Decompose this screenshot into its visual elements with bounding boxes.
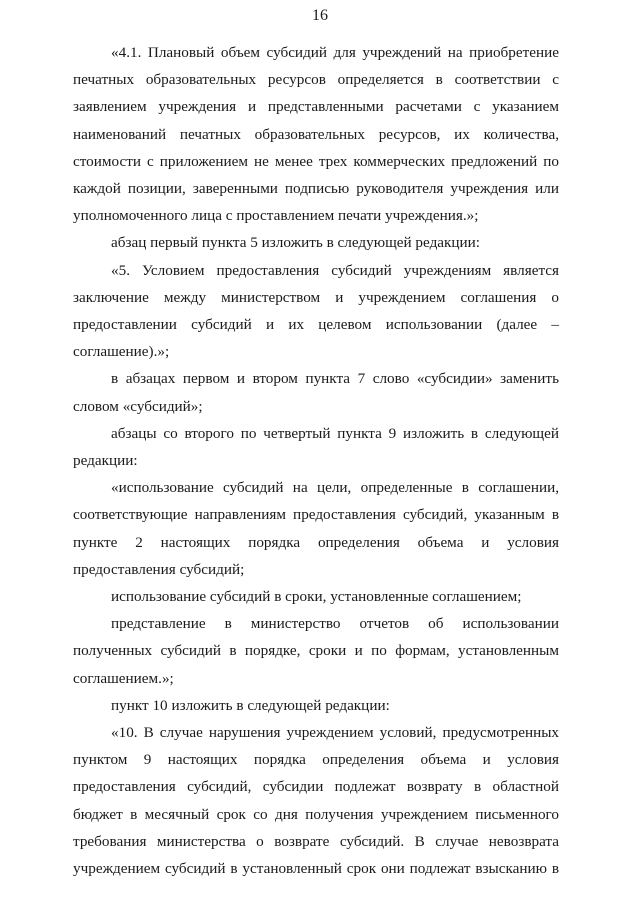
paragraph-instruction-point-7: в абзацах первом и втором пункта 7 слово «субсидии» заменить словом «субсидий»; bbox=[73, 370, 559, 415]
paragraph-9-item-2: использование субсидий в сроки, установленные соглашением; bbox=[111, 588, 522, 606]
paragraph-10-text: «10. В случае нарушения учреждением условий, предусмотренных пунктом 9 настоящих порядка определения объема и условия предоставления субсидий, субсидии подлежат возврату в областной бюджет в месячный срок со дня получения учреждением письменного требования министерства о возврате субсидий. В случае невозврата учреждением субсидий в установленный срок они подлежат взысканию в bbox=[73, 724, 559, 878]
paragraph-instruction-point-9: абзацы со второго по четвертый пункта 9 изложить в следующей редакции: bbox=[73, 424, 559, 470]
paragraph-4-1-text: «4.1. Плановый объем субсидий для учреждений на приобретение печатных образовательных ресурсов определяется в соответствии с заявлением учреждения и представленными расчетами с указанием наименований печатных образовательных ресурсов, их количества, стоимости с приложением не менее трех коммерческих предложений по каждой позиции, заверенными подписью руководителя учреждения или уполномоченного лица с проставлением печати учреждения.»; bbox=[73, 44, 559, 225]
document-body bbox=[73, 39, 559, 882]
paragraph-5-text: «5. Условием предоставления субсидий учреждениям является заключение между министерством и учреждением соглашения о предоставлении субсидий и их целевом использовании (далее – соглашение).»; bbox=[73, 261, 559, 361]
paragraph-instruction-point-5: абзац первый пункта 5 изложить в следующей редакции: bbox=[111, 234, 481, 252]
paragraph-9-item-3: представление в министерство отчетов об использовании полученных субсидий в порядке, сроки и по формам, установленным соглашением.»; bbox=[73, 615, 559, 687]
page-number: 16 bbox=[312, 7, 328, 24]
paragraph-instruction-point-10: пункт 10 изложить в следующей редакции: bbox=[111, 696, 390, 714]
paragraph-9-item-1: «использование субсидий на цели, определенные в соглашении, соответствующие направлениям предоставления субсидий, указанным в пункте 2 настоящих порядка определения объема и условия предоставления субсидий; bbox=[73, 479, 559, 578]
